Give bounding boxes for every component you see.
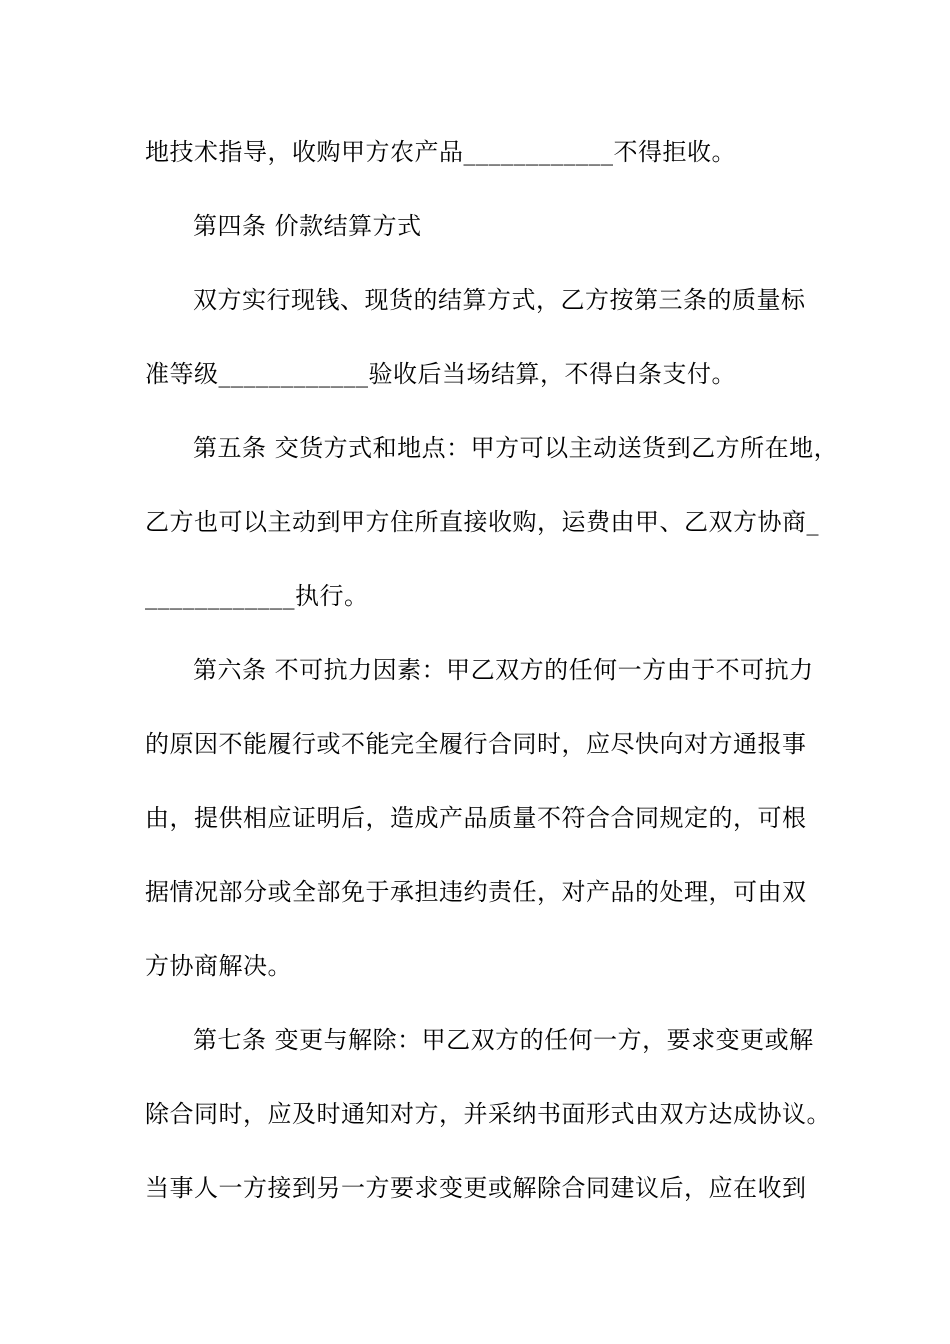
paragraph-line: 由，提供相应证明后，造成产品质量不符合合同规定的，可根 bbox=[145, 804, 807, 832]
paragraph-line: 地技术指导，收购甲方农产品____________不得拒收。 bbox=[145, 138, 736, 166]
paragraph-line: 双方实行现钱、现货的结算方式，乙方按第三条的质量标 bbox=[193, 286, 806, 314]
paragraph-line: 准等级____________验收后当场结算，不得白条支付。 bbox=[145, 360, 736, 388]
paragraph-line: 除合同时，应及时通知对方，并采纳书面形式由双方达成协议。 bbox=[145, 1100, 831, 1128]
paragraph-line: 据情况部分或全部免于承担违约责任，对产品的处理，可由双 bbox=[145, 878, 807, 906]
paragraph-line: 当事人一方接到另一方要求变更或解除合同建议后，应在收到 bbox=[145, 1174, 807, 1202]
article-heading: 第五条 交货方式和地点：甲方可以主动送货到乙方所在地， bbox=[193, 434, 839, 462]
paragraph-line: 方协商解决。 bbox=[145, 952, 292, 980]
paragraph-line: ____________执行。 bbox=[145, 582, 369, 610]
paragraph-line: 乙方也可以主动到甲方住所直接收购，运费由甲、乙双方协商_ bbox=[145, 508, 819, 536]
article-heading: 第四条 价款结算方式 bbox=[193, 212, 422, 240]
article-heading: 第六条 不可抗力因素：甲乙双方的任何一方由于不可抗力 bbox=[193, 656, 814, 684]
article-heading: 第七条 变更与解除：甲乙双方的任何一方，要求变更或解 bbox=[193, 1026, 814, 1054]
paragraph-line: 的原因不能履行或不能完全履行合同时，应尽快向对方通报事 bbox=[145, 730, 807, 758]
